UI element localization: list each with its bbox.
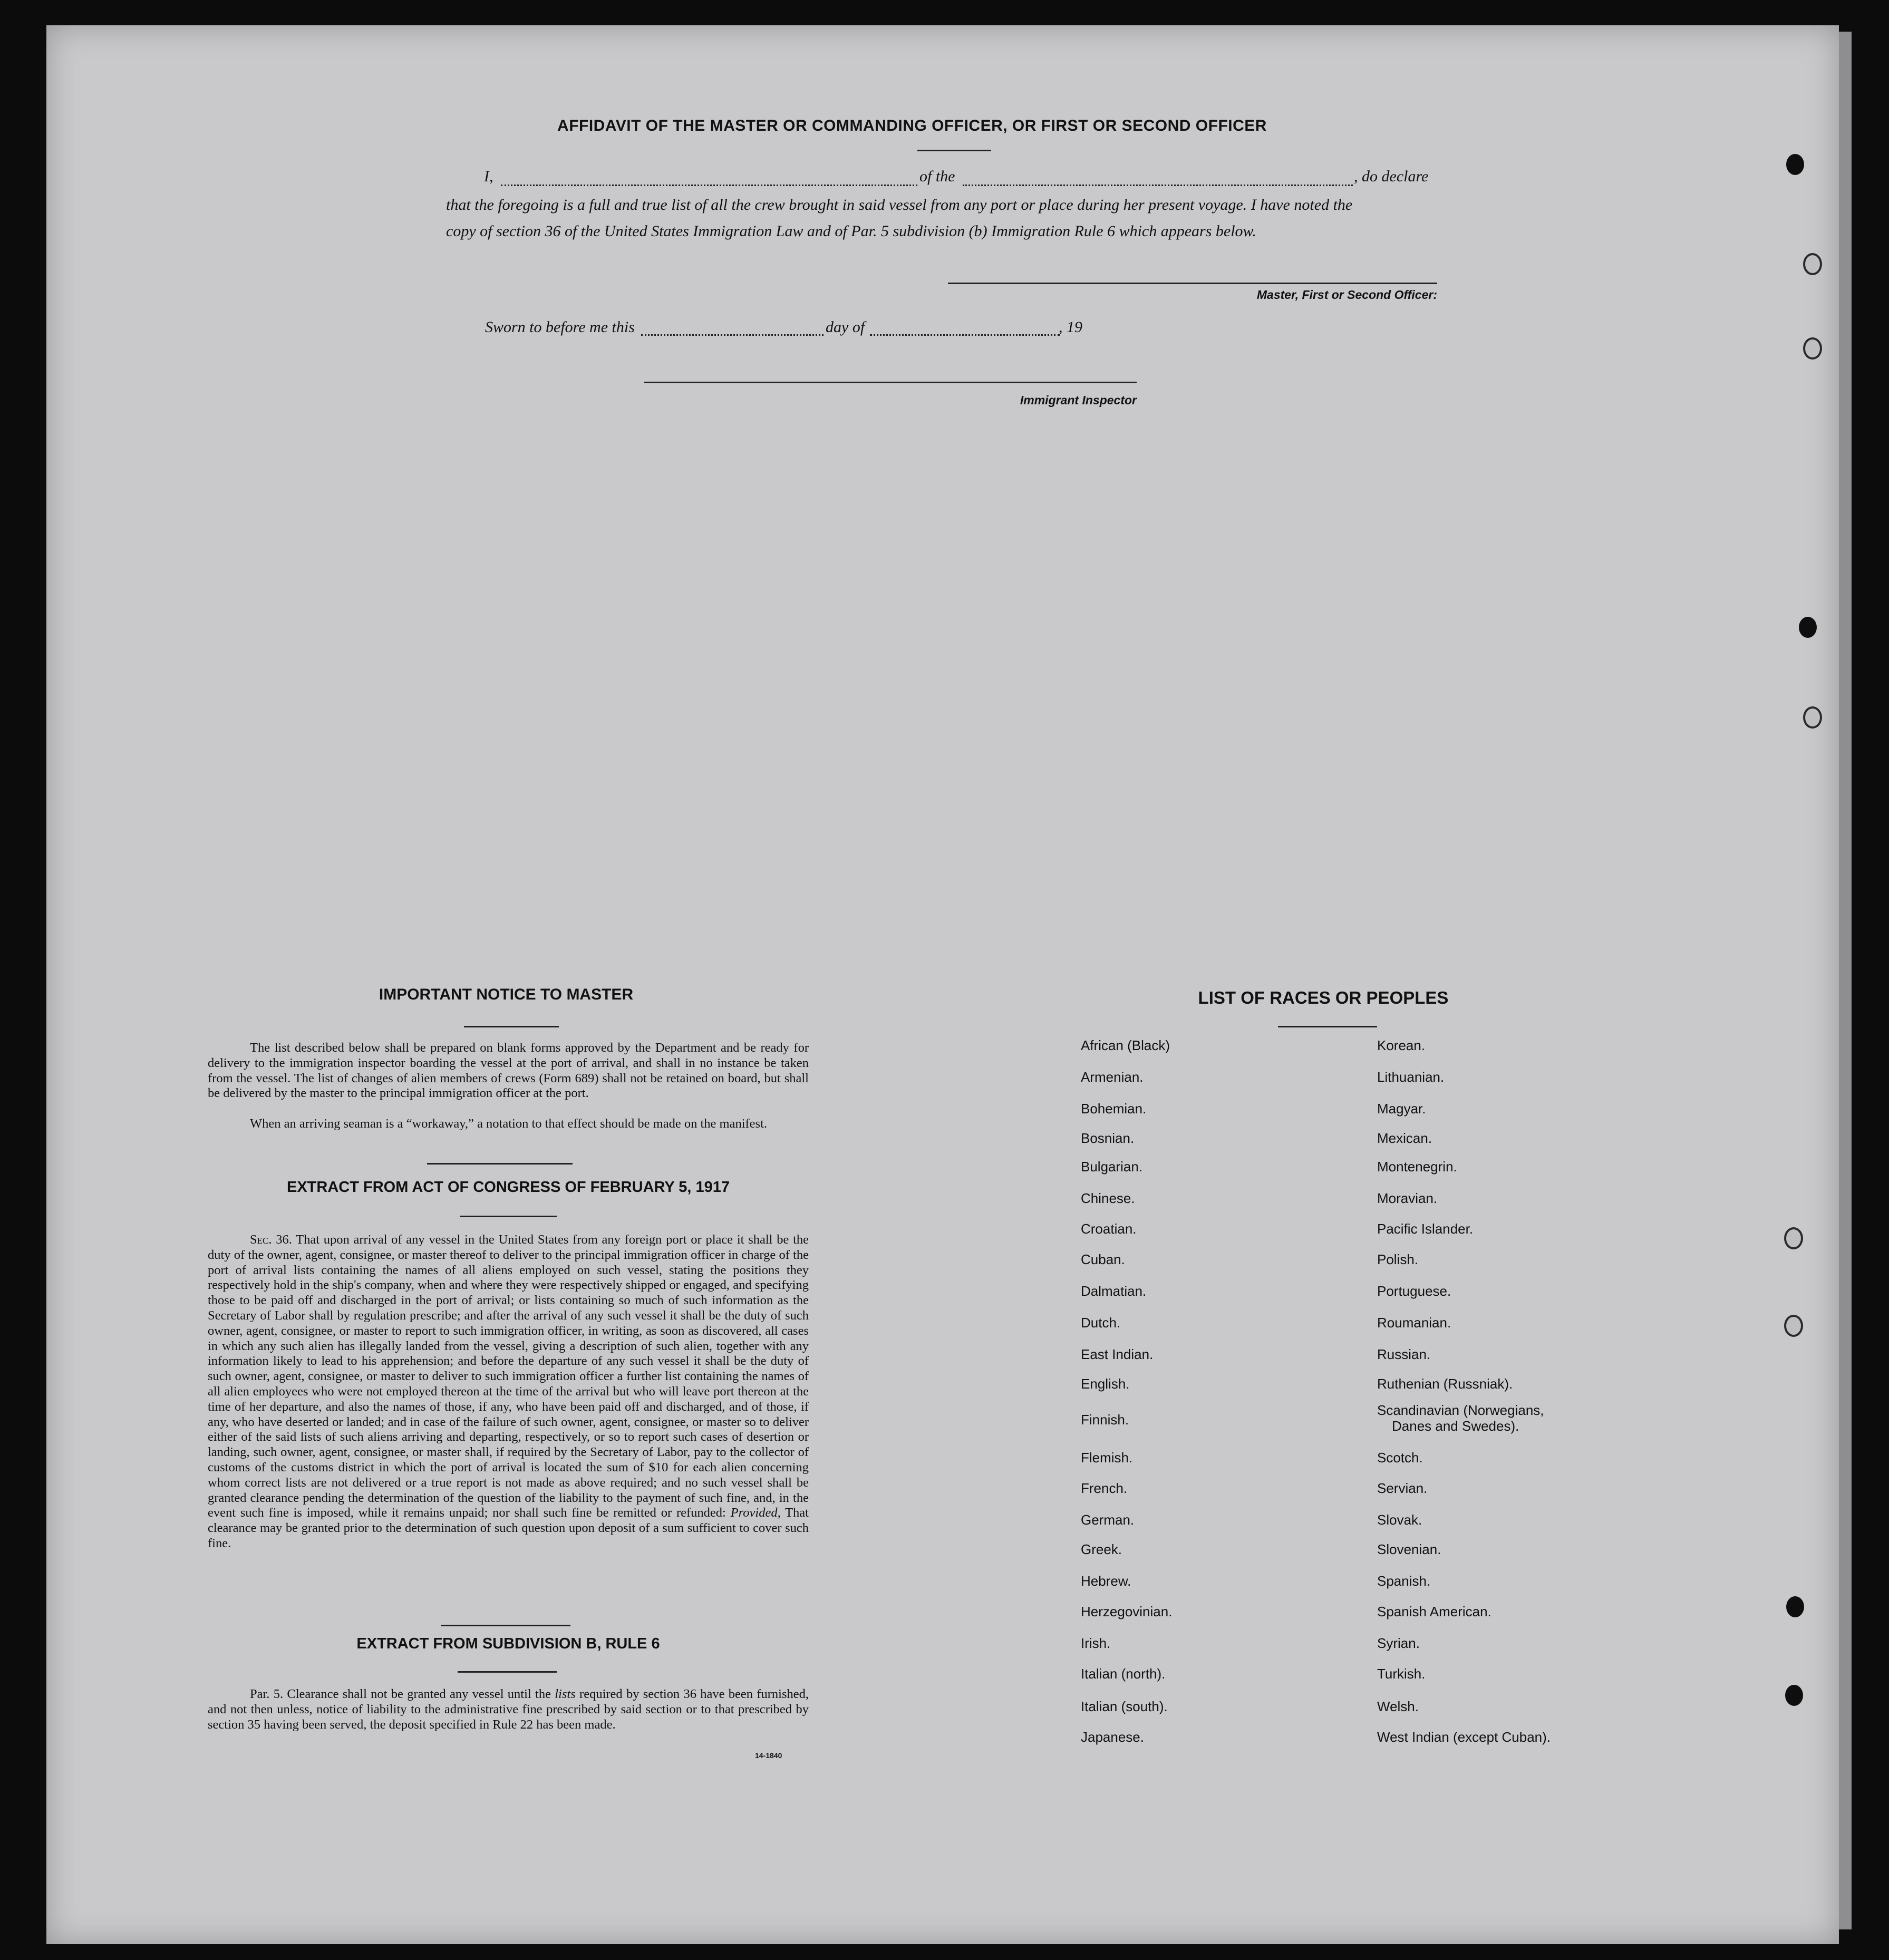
race-item: Ruthenian (Russniak). bbox=[1377, 1376, 1513, 1392]
race-item: French. bbox=[1081, 1480, 1128, 1496]
section-36-body: That upon arrival of any vessel in the United States from any foreign port or place it shall be the duty of the owner, agent, consignee, or master thereof to deliver to the principal immigration officer in charge of the port of arrival lists containing the names of all aliens employed on such vessel, stating the positions they respectively hold in the ship's company, when and where they were respectively shipped or engaged, and specifying those to be paid off and discharged in the port of arrival; or lists containing so much of such information as the Secretary of Labor shall by regulation prescribe; and after the arrival of any such vessel it shall be the duty of such owner, agent, consignee, or master to report to such immigration officer, in writing, as soon as discovered, all cases in which any such alien has illegally landed from the vessel, giving a description of such alien, together with any information likely to lead to his apprehension; and before the departure of any such vessel it shall be the duty of such owner, agent, consignee, or master to deliver to such immigration officer a further list containing the names of all alien employees who were not employed thereon at the time of the arrival but who will leave port thereon at the time of her departure, and also the names of those, if any, who have been paid off and discharged, and of those, if any, who have deserted or landed; and in case of the failure of such owner, agent, consignee, or master so to deliver either of the said lists of such aliens arriving and departing, respectively, or so to report such cases of desertion or landing, such owner, agent, consignee, or master shall, if required by the Secretary of Labor, pay to the collector of customs of the customs district in which the port of arrival is located the sum of $10 for each alien concerning whom correct lists are not delivered or a true report is not made as above required; and no such vessel shall be granted clearance pending the determination of the question of the liability to the payment of such fine, and, in the event such fine is imposed, while it remains unpaid; nor shall such fine be remitted or refunded: bbox=[208, 1233, 809, 1520]
race-item: Finnish. bbox=[1081, 1412, 1129, 1428]
race-item: Cuban. bbox=[1081, 1251, 1125, 1267]
race-item: Polish. bbox=[1377, 1251, 1419, 1267]
affidavit-line-2: that the foregoing is a full and true list of all the crew brought in said vessel from any port or place during her present voyage. I have noted the bbox=[446, 196, 1353, 214]
notice-paragraph-1: The list described below shall be prepared on blank forms approved by the Department and be ready for delivery to the immigration inspector boarding the vessel at the port of arrival, and shall in no instance be taken from the vessel. The list of changes of alien members of crews (Form 689) shall not be retained on board, but shall be delivered by the master to the principal immigration officer at the port. bbox=[208, 1041, 809, 1101]
race-item: West Indian (except Cuban). bbox=[1377, 1729, 1551, 1745]
binder-hole bbox=[1786, 1596, 1804, 1617]
extract-act-title: EXTRACT FROM ACT OF CONGRESS OF FEBRUARY 5, 1917 bbox=[286, 1179, 730, 1196]
race-item: Portuguese. bbox=[1377, 1283, 1451, 1299]
race-item: Japanese. bbox=[1081, 1729, 1144, 1745]
race-item: Pacific Islander. bbox=[1377, 1221, 1474, 1237]
section-36-end: That clearance may be granted prior to the determination of such question upon deposit of a sum sufficient to cover such fine. bbox=[208, 1506, 809, 1550]
race-item: Armenian. bbox=[1081, 1069, 1144, 1085]
race-item: Bohemian. bbox=[1081, 1101, 1147, 1117]
sworn-day-fill-line bbox=[641, 334, 824, 336]
race-item: Moravian. bbox=[1377, 1190, 1438, 1206]
notice-title: IMPORTANT NOTICE TO MASTER bbox=[379, 986, 634, 1003]
race-item: Greek. bbox=[1081, 1541, 1122, 1557]
race-item: Dalmatian. bbox=[1081, 1283, 1147, 1299]
document-page bbox=[46, 25, 1839, 1944]
race-item: Slovenian. bbox=[1377, 1541, 1441, 1557]
rule-text-b: required by section 36 have been furnished, and not then unless, notice of liability to the administrative fine prescribed by said section or to that prescribed by section 35 having been served, the deposit specified in Rule 22 has been made. bbox=[208, 1687, 809, 1732]
race-item: Spanish. bbox=[1377, 1573, 1431, 1589]
race-item: Montenegrin. bbox=[1377, 1159, 1457, 1175]
race-item: Russian. bbox=[1377, 1346, 1431, 1362]
race-item: Magyar. bbox=[1377, 1101, 1426, 1117]
race-item: Croatian. bbox=[1081, 1221, 1137, 1237]
signature-caption: Master, First or Second Officer: bbox=[1256, 288, 1437, 302]
race-item: Chinese. bbox=[1081, 1190, 1135, 1206]
race-item: Korean. bbox=[1377, 1037, 1426, 1053]
inspector-signature-line bbox=[644, 382, 1137, 383]
race-item: Italian (south). bbox=[1081, 1699, 1168, 1714]
day-of-label: day of bbox=[826, 318, 865, 336]
notice-paragraph-2: When an arriving seaman is a “workaway,” a notation to that effect should be made on the manifest. bbox=[250, 1117, 768, 1131]
race-item: Italian (north). bbox=[1081, 1666, 1166, 1682]
affidavit-i-label: I, bbox=[484, 168, 493, 185]
race-item: Dutch. bbox=[1081, 1315, 1121, 1331]
extract-rule-title: EXTRACT FROM SUBDIVISION B, RULE 6 bbox=[356, 1635, 660, 1652]
affidavit-line-3: copy of section 36 of the United States Immigration Law and of Par. 5 subdivision (b) Immigration Rule 6 which appears below. bbox=[446, 222, 1256, 240]
race-item: Servian. bbox=[1377, 1480, 1428, 1496]
race-item: Mexican. bbox=[1377, 1130, 1432, 1146]
divider bbox=[427, 1163, 573, 1165]
binder-hole bbox=[1803, 253, 1822, 275]
race-item: Welsh. bbox=[1377, 1699, 1419, 1714]
race-item: Lithuanian. bbox=[1377, 1069, 1445, 1085]
provided-label: Provided, bbox=[730, 1506, 781, 1520]
race-item: Bosnian. bbox=[1081, 1130, 1135, 1146]
affidavit-of-the-label: of the bbox=[919, 168, 955, 185]
race-item: English. bbox=[1081, 1376, 1130, 1392]
race-item: Hebrew. bbox=[1081, 1573, 1131, 1589]
binder-hole bbox=[1786, 154, 1804, 175]
form-number: 14-1840 bbox=[755, 1751, 782, 1760]
divider bbox=[458, 1671, 557, 1673]
race-item: Irish. bbox=[1081, 1635, 1111, 1651]
race-item: Scandinavian (Norwegians, bbox=[1377, 1402, 1544, 1418]
race-item: Flemish. bbox=[1081, 1450, 1133, 1466]
lists-word: lists bbox=[555, 1687, 576, 1701]
race-item: Slovak. bbox=[1377, 1512, 1422, 1528]
extract-act-text bbox=[208, 1233, 809, 1551]
race-item: Spanish American. bbox=[1377, 1604, 1491, 1619]
binder-hole bbox=[1785, 1685, 1803, 1706]
divider bbox=[441, 1625, 570, 1626]
race-item: African (Black) bbox=[1081, 1037, 1170, 1053]
binder-hole bbox=[1784, 1315, 1803, 1337]
section-label: Sec. 36. bbox=[250, 1233, 292, 1247]
race-item: Scotch. bbox=[1377, 1450, 1423, 1466]
sworn-label: Sworn to before me this bbox=[485, 318, 635, 336]
race-item: German. bbox=[1081, 1512, 1135, 1528]
race-item: Herzegovinian. bbox=[1081, 1604, 1173, 1619]
vessel-fill-line bbox=[963, 185, 1353, 186]
race-item: East Indian. bbox=[1081, 1346, 1154, 1362]
rule-text-a: Par. 5. Clearance shall not be granted any vessel until the bbox=[250, 1687, 551, 1701]
race-item-continuation: Danes and Swedes). bbox=[1392, 1418, 1519, 1434]
signature-line bbox=[948, 283, 1437, 284]
race-item: Roumanian. bbox=[1377, 1315, 1451, 1331]
affidavit-title: AFFIDAVIT OF THE MASTER OR COMMANDING OFFICER, OR FIRST OR SECOND OFFICER bbox=[557, 117, 1267, 134]
divider bbox=[917, 150, 991, 151]
divider bbox=[1278, 1026, 1377, 1027]
year-label: , 19 bbox=[1059, 318, 1082, 336]
inspector-caption: Immigrant Inspector bbox=[1020, 393, 1137, 407]
binder-hole bbox=[1784, 1227, 1803, 1249]
name-fill-line bbox=[501, 185, 917, 186]
race-item: Turkish. bbox=[1377, 1666, 1426, 1682]
race-item: Bulgarian. bbox=[1081, 1159, 1143, 1175]
race-item: Syrian. bbox=[1377, 1635, 1420, 1651]
divider bbox=[464, 1026, 559, 1027]
page-edge bbox=[1839, 32, 1852, 1929]
sworn-month-fill-line bbox=[870, 334, 1060, 336]
extract-rule-text bbox=[208, 1687, 809, 1732]
binder-hole bbox=[1799, 617, 1817, 638]
binder-hole bbox=[1803, 706, 1822, 729]
races-title: LIST OF RACES OR PEOPLES bbox=[1198, 988, 1449, 1007]
binder-hole bbox=[1803, 337, 1822, 360]
divider bbox=[460, 1216, 557, 1217]
affidavit-do-declare: , do declare bbox=[1354, 168, 1429, 185]
